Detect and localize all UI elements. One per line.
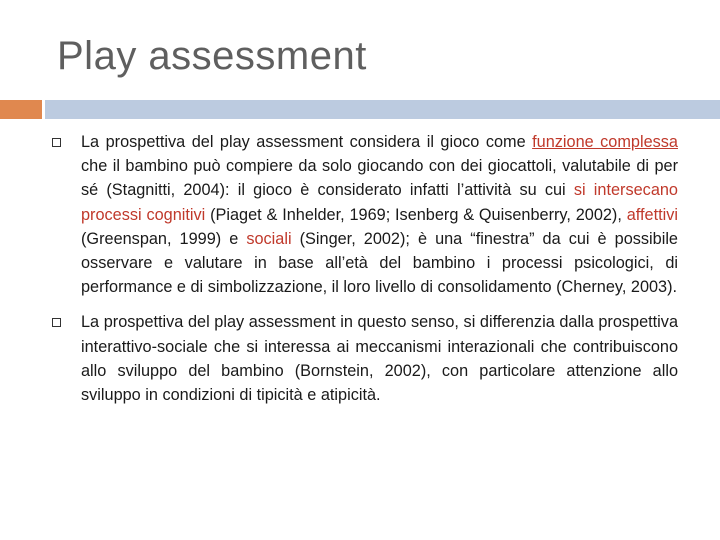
bullet-list [52, 130, 678, 418]
highlight-segment: si intersecano processi cognitivi [81, 181, 678, 224]
highlight-segment: affettivi [626, 205, 678, 224]
bullet-item-2 [52, 310, 678, 407]
text-segment: (Greenspan, 1999) e [81, 229, 247, 248]
hollow-square-bullet-icon [52, 318, 61, 327]
highlight-underline-segment: funzione complessa [532, 133, 678, 151]
bullet-item-1 [52, 130, 678, 299]
bullet-text-1 [81, 130, 678, 299]
text-segment: La prospettiva del play assessment in questo senso, si differenzia dalla prospettiva interattivo-sociale che si interessa ai meccanismi interazionali che contribuiscono allo sviluppo del bambino (Bornstein, 2002), con particolare attenzione allo sviluppo in condizioni di tipicità e atipicità. [81, 313, 678, 405]
accent-bar-blue [45, 100, 720, 119]
bullet-text-2 [81, 310, 678, 407]
slide-title: Play assessment [57, 34, 367, 78]
text-segment: (Piaget & Inhelder, 1969; Isenberg & Quisenberry, 2002), [205, 205, 627, 224]
highlight-segment: sociali [246, 229, 292, 248]
text-segment: (Singer, 2002); è una “finestra” da cui è possibile osservare e valutare in base all’età del bambino i processi psicologici, di performance e di simbolizzazione, il loro livello di consolidamento (Cherney, 2003). [81, 229, 678, 297]
hollow-square-bullet-icon [52, 138, 61, 147]
text-segment: che il bambino può compiere da solo giocando con dei giocattoli, valutabile di per sé (Stagnitti, 2004): il gioco è considerato infatti l’attività su cui [81, 157, 678, 200]
accent-bar-orange [0, 100, 42, 119]
text-segment: La prospettiva del play assessment considera il gioco come [81, 133, 533, 151]
